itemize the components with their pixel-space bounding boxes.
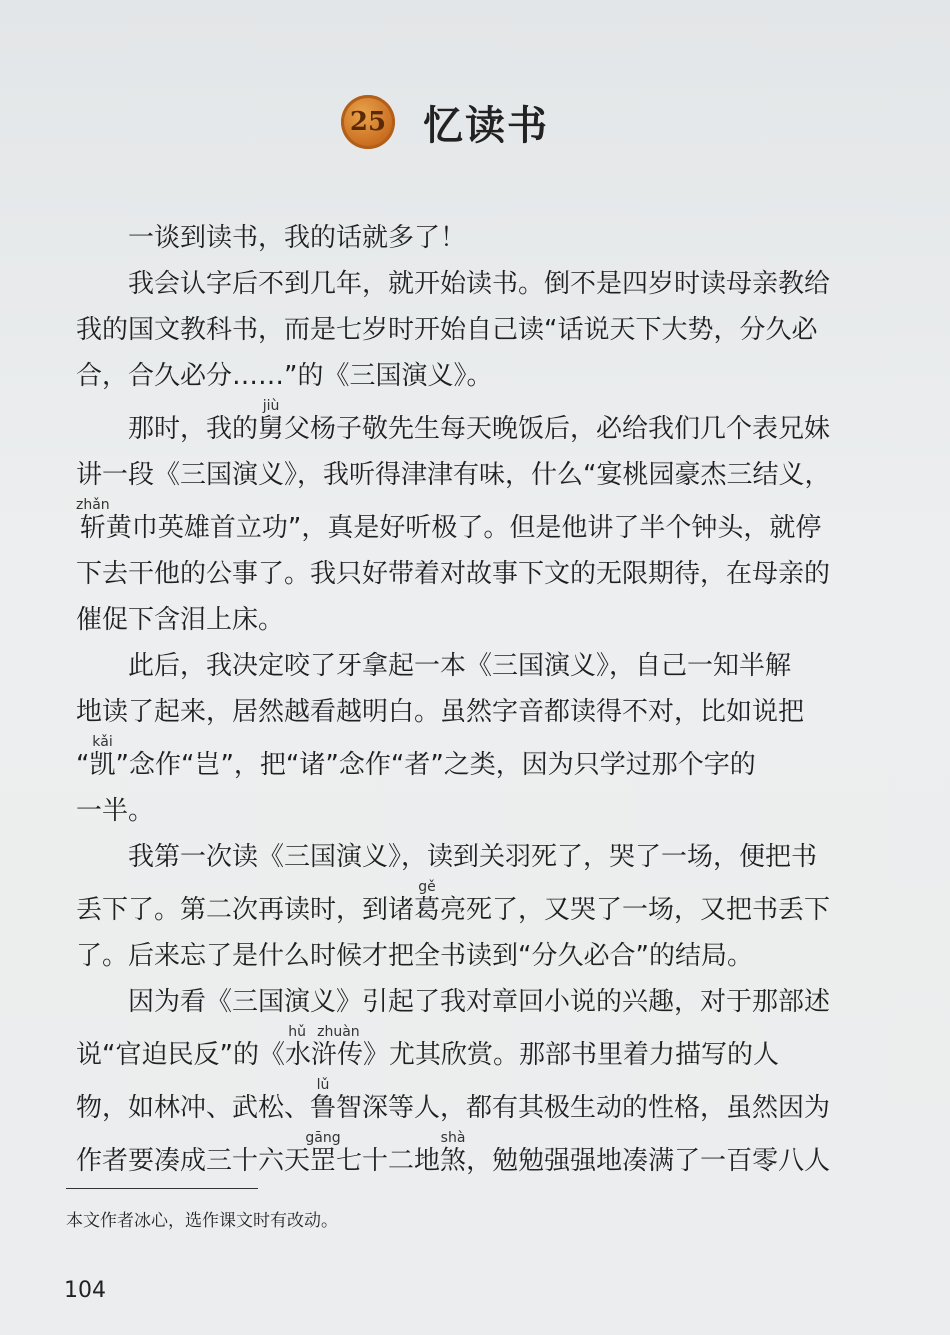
lesson-title: 忆读书 xyxy=(423,102,549,149)
lesson-number-badge: 25 xyxy=(341,95,395,149)
annotated-char: 鲁 xyxy=(310,1093,337,1123)
text-line: 地读了起来，居然越看越明白。虽然字音都读得不对，比如说把 xyxy=(76,697,805,727)
paragraph xyxy=(76,834,852,979)
text-run: 那时，我的 xyxy=(128,414,259,444)
paragraph xyxy=(76,261,852,399)
text-line: 因为看《三国演义》引起了我对章回小说的兴趣，对于那部述 xyxy=(128,987,831,1017)
text-run: “ xyxy=(76,750,90,780)
text-line xyxy=(76,735,852,788)
lesson-header xyxy=(0,92,950,152)
annotated-char: 水浒传 xyxy=(284,1040,363,1070)
pinyin-annotation xyxy=(305,1130,341,1176)
text-line xyxy=(76,880,852,933)
text-line: 一谈到读书，我的话就多了！ xyxy=(128,223,467,253)
text-run: 作者要凑成三十六天 xyxy=(76,1146,311,1176)
text-run: 黄巾英雄首立功”，真是好听极了。但是他讲了半个钟头，就停 xyxy=(105,513,822,543)
footnote-divider xyxy=(66,1188,258,1189)
text-line: 合，合久必分……”的《三国演义》。 xyxy=(76,361,493,391)
pinyin: hǔ zhuàn xyxy=(284,1024,363,1040)
text-line xyxy=(76,1131,852,1184)
page-number: 104 xyxy=(64,1278,106,1303)
text-run: 丢下了。第二次再读时，到诸 xyxy=(76,895,415,925)
annotated-char: 舅 xyxy=(258,414,285,444)
text-line xyxy=(76,498,852,551)
text-line: 一半。 xyxy=(76,796,155,826)
annotated-char: 斩 xyxy=(76,513,110,543)
pinyin-annotation xyxy=(310,1077,337,1123)
text-run: ”念作“岂”，把“诸”念作“者”之类，因为只学过那个字的 xyxy=(115,750,756,780)
paragraph xyxy=(76,399,852,643)
text-run: 智深等人，都有其极生动的性格，虽然因为 xyxy=(336,1093,831,1123)
text-line: 此后，我决定咬了牙拿起一本《三国演义》，自己一知半解 xyxy=(128,651,792,681)
text-line xyxy=(76,399,852,452)
text-run: 物，如林冲、武松、 xyxy=(76,1093,311,1123)
text-run: 》尤其欣赏。那部书里着力描写的人 xyxy=(362,1040,779,1070)
text-line: 我会认字后不到几年，就开始读书。倒不是四岁时读母亲教给 xyxy=(128,269,831,299)
pinyin: zhǎn xyxy=(76,497,110,513)
paragraph xyxy=(76,643,852,834)
pinyin: shà xyxy=(440,1130,467,1146)
pinyin-annotation xyxy=(76,497,110,543)
pinyin: lǔ xyxy=(310,1077,337,1093)
text-run: 七十二地 xyxy=(336,1146,441,1176)
text-run: ，勉勉强强地凑满了一百零八人 xyxy=(466,1146,831,1176)
paragraph xyxy=(76,215,852,261)
pinyin-annotation xyxy=(284,1024,363,1070)
pinyin: jiù xyxy=(258,398,285,414)
text-line xyxy=(76,1078,852,1131)
annotated-char: 凯 xyxy=(89,750,116,780)
text-line: 我的国文教科书，而是七岁时开始自己读“话说天下大势，分久必 xyxy=(76,315,818,345)
text-line: 了。后来忘了是什么时候才把全书读到“分久必合”的结局。 xyxy=(76,941,753,971)
text-line: 讲一段《三国演义》，我听得津津有味，什么“宴桃园豪杰三结义， xyxy=(76,460,831,490)
text-run: 父杨子敬先生每天晚饭后，必给我们几个表兄妹 xyxy=(284,414,831,444)
annotated-char: 煞 xyxy=(440,1146,467,1176)
pinyin-annotation xyxy=(414,879,441,925)
footnote: 本文作者冰心，选作课文时有改动。 xyxy=(66,1211,338,1231)
pinyin-annotation xyxy=(89,734,116,780)
text-run: 说“官迫民反”的《 xyxy=(76,1040,285,1070)
text-line xyxy=(76,1025,852,1078)
pinyin-annotation xyxy=(440,1130,467,1176)
text-line: 下去干他的公事了。我只好带着对故事下文的无限期待，在母亲的 xyxy=(76,559,831,589)
pinyin: gě xyxy=(414,879,441,895)
paragraph xyxy=(76,979,852,1184)
text-run: 亮死了，又哭了一场，又把书丢下 xyxy=(440,895,831,925)
pinyin: gāng xyxy=(305,1130,341,1146)
pinyin: kǎi xyxy=(89,734,116,750)
annotated-char: 葛 xyxy=(414,895,441,925)
annotated-char: 罡 xyxy=(305,1146,341,1176)
pinyin-annotation xyxy=(258,398,285,444)
text-line: 催促下含泪上床。 xyxy=(76,605,285,635)
article-body xyxy=(76,215,852,1184)
text-line: 我第一次读《三国演义》，读到关羽死了，哭了一场，便把书 xyxy=(128,842,818,872)
